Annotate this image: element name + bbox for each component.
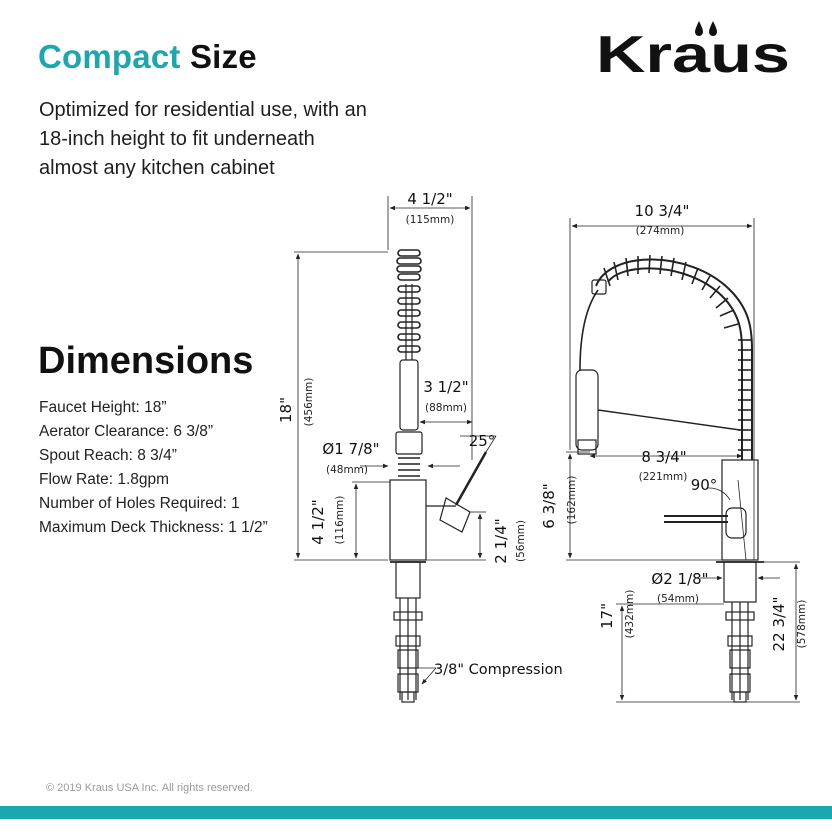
- front-base-diameter-mm: (54mm): [656, 593, 700, 605]
- side-base-diameter-label: Ø1 7/8": [322, 440, 380, 458]
- side-base-height-mm: (116mm): [334, 495, 346, 545]
- copyright-notice: © 2019 Kraus USA Inc. All rights reserved.: [46, 782, 253, 794]
- front-shank-length-mm: (432mm): [624, 589, 636, 639]
- front-spout-reach-mm: (221mm): [638, 471, 688, 483]
- side-handle-height-label: 2 1/4": [492, 518, 510, 564]
- dimensions-heading: Dimensions: [38, 340, 254, 382]
- title-accent-word: Compact: [38, 38, 181, 75]
- front-base-diameter-label: Ø2 1/8": [651, 570, 709, 588]
- spec-holes-required: Number of Holes Required: 1: [39, 495, 240, 512]
- front-overall-reach-mm: (274mm): [635, 225, 685, 237]
- front-handle-angle-label: 90°: [690, 476, 718, 494]
- spec-spout-reach: Spout Reach: 8 3/4”: [39, 447, 177, 464]
- spec-flow-rate: Flow Rate: 1.8gpm: [39, 471, 170, 488]
- title-dark-word: Size: [189, 38, 257, 75]
- front-spout-reach-label: 8 3/4": [641, 448, 687, 466]
- side-base-diameter-mm: (48mm): [325, 464, 369, 476]
- spec-faucet-height: Faucet Height: 18”: [39, 399, 167, 416]
- front-aerator-clearance-label: 6 3/8": [540, 483, 558, 529]
- svg-text:Kraus: Kraus: [596, 26, 790, 82]
- intro-description: Optimized for residential use, with an 18-inch height to fit underneath almost any kitchen cabinet: [39, 99, 367, 179]
- front-total-height-label: 22 3/4": [770, 596, 788, 652]
- side-height-mm: (456mm): [303, 377, 315, 427]
- side-base-height-label: 4 1/2": [309, 499, 327, 545]
- footer-accent-bar: [0, 806, 832, 819]
- side-handle-reach-mm: (88mm): [424, 402, 468, 414]
- spec-aerator-clearance: Aerator Clearance: 6 3/8”: [39, 423, 214, 440]
- connection-type-label: 3/8" Compression: [434, 662, 563, 678]
- front-overall-reach-label: 10 3/4": [634, 202, 690, 220]
- spec-deck-thickness: Maximum Deck Thickness: 1 1/2”: [39, 519, 268, 536]
- front-total-height-mm: (578mm): [796, 599, 808, 649]
- side-top-width-mm: (115mm): [405, 214, 455, 226]
- side-handle-angle-label: 25°: [468, 432, 496, 450]
- front-shank-length-label: 17": [598, 603, 616, 629]
- side-handle-height-mm: (56mm): [515, 519, 527, 563]
- side-height-label: 18": [277, 397, 295, 423]
- front-aerator-clearance-mm: (162mm): [566, 475, 578, 525]
- side-handle-reach-label: 3 1/2": [423, 378, 469, 396]
- side-top-width-label: 4 1/2": [407, 190, 453, 208]
